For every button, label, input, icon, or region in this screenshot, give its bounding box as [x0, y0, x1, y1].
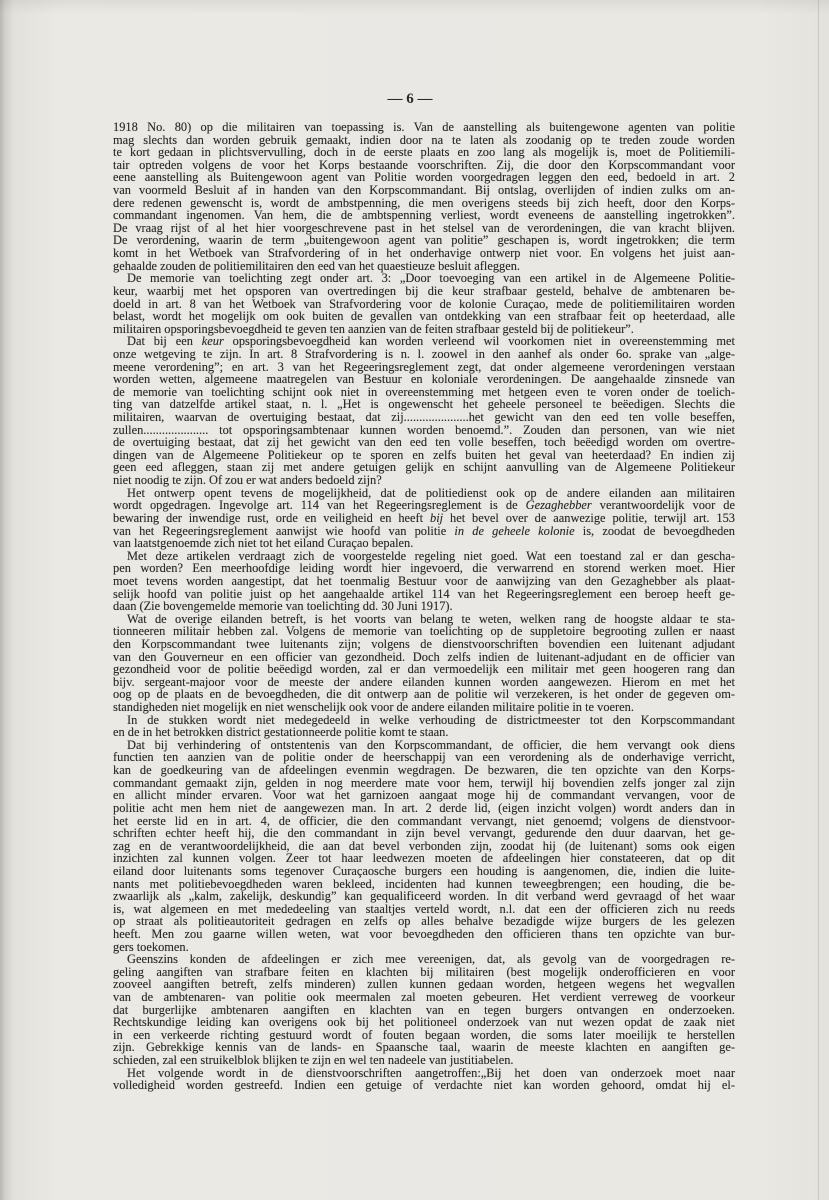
text-span: bewaring der inwendige rust, orde en veiligheid en heeft: [113, 510, 431, 525]
text-line: schriften echter heeft hij, die den commandant in zijn bevel vervangt, gedurende den duur daarvan, het ge-: [113, 826, 735, 841]
text-line: moet tevens worden aangestipt, dat het toenmalig Bestuur voor de aanwijzing van den Gezaghebber als plaat-: [113, 573, 735, 588]
text-line: militairen, waarvan de overtuiging bestaat, dat zij.....................het gewicht van den eed ten volle beseffen,: [113, 410, 735, 425]
text-line: gezondheid voor de politie beëedigd worden, zal er dan vermoedelijk een militair met geen hoogeren rang dan: [113, 662, 735, 677]
text-line: Met deze artikelen verdraagt zich de voorgestelde regeling niet goed. Wat een toestand zal er dan gescha-: [127, 548, 735, 563]
text-line: Geenszins konden de afdeelingen er zich mee vereenigen, dat, als gevolg van de voorgedragen re-: [127, 952, 735, 967]
text-line: volledigheid worden gestreefd. Indien een getuige of verdachte niet kan worden gehoord, omdat hij el-: [113, 1078, 735, 1093]
text-line: meene verordening”; en art. 3 van het Regeeringsreglement zegt, dat onder algemeene verordeningen verstaan: [113, 359, 735, 374]
italic-text: Gezaghebber: [525, 498, 592, 513]
text-line: De verordening, waarin de term „buitengewoon agent van politie” geschapen is, wordt ingetrokken; die term: [113, 233, 735, 248]
text-line: militairen opsporingsbevoegdheid te geven ten aanzien van de feiten strafbaar gesteld bij de politiekeur”.: [113, 321, 634, 336]
text-span: het bevel over de aanwezige politie, terwijl art. 153: [443, 510, 735, 525]
text-line: zullen..................... tot opsporingsambtenaar kunnen worden benoemd.”. Zouden dan personen, van wie niet: [113, 422, 735, 437]
text-line: heeft. Men zou gaarne willen weten, wat voor bevoegdheden den officieren thans ten opzichte van bur-: [113, 927, 735, 941]
text-line: Dat bij verhindering of ontstentenis van den Korpscommandant, de officier, die hem vervangt ook diens: [127, 737, 735, 752]
text-line: daan (Zie bovengemelde memorie van toelichting dd. 30 Juni 1917).: [113, 599, 453, 614]
text-line: nants met politiebevoegdheden waren bekleed, incidenten had kunnen teweegbrengen; een houding, die be-: [113, 876, 735, 891]
text-span: opsporingsbevoegdheid kan worden verleend wil voorkomen niet in overeenstemming met: [223, 334, 735, 349]
italic-text: in de geheele kolonie: [454, 523, 575, 538]
body-text: [113, 121, 735, 1092]
text-line: het eerste lid en in art. 4, de officier, die den commandant vervangt, niet genoemd; volgens de dienstvoor-: [113, 813, 735, 828]
paragraph: [113, 272, 735, 335]
text-line: mag slechts dan worden gebruik gemaakt, indien door na te laten als zoodanig op te treden zoude worden: [113, 132, 735, 147]
text-span: van het Regeeringsreglement aanwijst wie hoofd van politie: [113, 523, 455, 538]
text-line: van de ambtenaren- van politie ook meermalen zal moeten gebeuren. Het verdient verreweg de voorkeur: [113, 990, 735, 1005]
text-line: dat burgerlijke ambtenaren aangiften en klachten van en tegen burgers ontvangen en onderzoeken.: [113, 1002, 735, 1017]
text-line: schieden, zal een struikelblok blijken te zijn en wel ten nadeele van justitiabelen.: [113, 1053, 514, 1068]
text-line: kan de goedkeuring van de afdeelingen evenmin wegdragen. De bezwaren, die ten opzichte van den Korps-: [113, 763, 735, 778]
text-line: Het ontwerp opent tevens de mogelijkheid, dat de politiedienst ook op de andere eilanden aan militairen: [127, 485, 735, 500]
text-line: eiland door luitenants soms tegenover Curaçaosche burgers een houding is aangenomen, die, indien die luite-: [113, 863, 735, 878]
text-line: is, wat algemeen en met mededeeling van staaltjes verteld wordt, n.l. dat een der officieren zich nu reeds: [113, 901, 735, 916]
text-span: wordt opgedragen. Ingevolge art. 114 van het Regeeringsreglement is de: [113, 498, 526, 513]
text-line: doeld in art. 8 van het Wetboek van Strafvordering voor de kolonie Curaçao, mede de politiemilitairen worden: [113, 296, 735, 311]
text-line: standigheden niet mogelijk en niet wenschelijk ook voor de andere eilanden militaire politie in te voeren.: [113, 700, 634, 715]
text-line: niet noodig te zijn. Of zou er wat anders bedoeld zijn?: [113, 473, 382, 488]
text-line: en de in het betrokken district gestationneerde politie komt te staan.: [113, 725, 449, 740]
text-line: zijn. Gebrekkige kennis van de lands- en Spaansche taal, waarin de meeste klachten en aangiften ge-: [113, 1040, 735, 1055]
text-line: Rechtskundige leiding kan overigens ook bij het politioneel onderzoek van nut wezen opdat de zaak niet: [113, 1015, 735, 1030]
page-number: — 6 —: [387, 91, 433, 107]
paragraph: [113, 121, 735, 272]
text-line: pen worden? Een meerhoofdige leiding wordt hier ingevoerd, die verwarrend en storend werken moet. Hier: [113, 561, 735, 576]
text-line: worden wetten, algemeene maatregelen van Bestuur en koloniale verordeningen. De aangehaalde zinsnede van: [113, 372, 735, 387]
text-line: geling aangiften van strafbare feiten en klachten bij militairen (best mogelijk onderofficieren en voor: [113, 964, 735, 979]
text-line: In de stukken wordt niet medegedeeld in welke verhouding de districtmeester tot den Korpscommandant: [127, 712, 735, 727]
text-line: van den Gouverneur en een officier van gezondheid. Doch zelfs indien de luitenant-adjudant en de officier van: [113, 649, 735, 664]
text-line: dingen van de Algemeene Politiekeur op te sporen en zelfs buiten het geval van heeterdaad? En indien zij: [113, 447, 735, 462]
text-line: den Korpscommandant twee luitenants zijn; volgens de dienstvoorschriften bovendien een luitenant adjudant: [113, 636, 735, 651]
text-line: zag en de verantwoordelijkheid, die aan dat bevel verbonden zijn, zoodat hij (de luitenant) soms ook eigen: [113, 838, 735, 853]
text-line: oog op de plaats en de bevoegdheden, die dit ontwerp aan de politie wil verzekeren, is het onder de gegeven om-: [113, 687, 735, 702]
paragraph: [113, 714, 735, 739]
text-span: Dat bij een: [127, 334, 202, 349]
paragraph: [113, 739, 735, 953]
text-line: keur, waarbij met het opsporen van overtredingen bij die keur strafbaar gesteld, behalve de ambtenaren be-: [113, 283, 735, 298]
text-line: in een verkeerde richting gestuurd wordt of fouten begaan worden, die soms later moeilijk te herstellen: [113, 1027, 735, 1042]
paragraph: [113, 613, 735, 714]
text-line: de overtuiging bestaat, dat zij het gewicht van den eed ten volle beseffen, toch beëedigd worden om overtre-: [113, 435, 735, 450]
text-line: inzichten zal kunnen volgen. Zeer tot haar leedwezen moeten de afdeelingen hier constateeren, dat op dit: [113, 851, 735, 866]
text-line: tair optreden volgens de voor het Korps bestaande voorschriften. Zij, die door den Korpscommandant voor: [113, 157, 735, 172]
text-line: onze wetgeving te zijn. In art. 8 Strafvordering is n. l. zoowel in den aanhef als onder 6o. sprake van „alge-: [113, 346, 735, 361]
text-line: ting van datzelfde artikel staat, n. l. „Het is ongewenscht het geheele personeel te beëedigen. Slechts die: [113, 397, 735, 412]
text-line: te kort gedaan in plichtsvervulling, doch in de eerste plaats en zoo lang als mogelijk is, moet de Politiemili-: [113, 145, 735, 160]
text-line: tionneeren militair hebben zal. Volgens de memorie van toelichting op de suppletoire begrooting zullen er naast: [113, 624, 735, 639]
text-line: De memorie van toelichting zegt onder art. 3: „Door toevoeging van een artikel in de Algemeene Politie-: [127, 271, 735, 286]
paragraph: [113, 953, 735, 1066]
text-line: van laatstgenoemde zich niet tot het eiland Curaçao bepalen.: [113, 536, 414, 551]
text-line: commandant ingenomen. Van hem, die de ambtspenning verliest, wordt eveneens de aanstelling ingetrokken”.: [113, 208, 735, 223]
text-line: commandant gemaakt zijn, gelden in nog meerdere mate voor hem, terwijl hij bovendien zelfs jonger zal zijn: [113, 775, 735, 790]
text-span: verantwoordelijk voor de: [591, 498, 735, 513]
italic-text: bij: [430, 510, 444, 525]
text-line: komt in het Wetboek van Strafvordering of in het onderhavige ontwerp niet voor. En volgens het juist aan-: [113, 246, 735, 261]
text-line: Het volgende wordt in de dienstvoorschriften aangetroffen:„Bij het doen van onderzoek moet naar: [127, 1065, 735, 1080]
text-line: van voormeld Besluit af in handen van den Korpscommandant. Bij ontslag, overlijden of indien zulks om an-: [113, 183, 735, 198]
paragraph: [113, 335, 735, 486]
text-line: bijv. sergeant-majoor voor de meeste der andere eilanden kunnen worden aangewezen. Hierom en met het: [113, 674, 735, 689]
text-line: en allicht minder ervaren. Voor wat het garnizoen aangaat moge hij de commandant vervangen, voor de: [113, 788, 735, 803]
paragraph: [113, 487, 735, 550]
italic-text: keur: [201, 334, 224, 349]
text-span: is, zoodat de bevoegdheden: [574, 523, 735, 538]
text-line: gehaalde zouden de politiemilitairen den eed van het quaestieuze besluit afleggen.: [113, 258, 521, 273]
text-line: op straat als politieautoriteit gedragen en zelfs op alles behalve bezadigde wijze burgers de les gelezen: [113, 914, 735, 929]
text-line: zooveel aangiften betreft, zelfs minderen) zullen kunnen gedaan worden, hetgeen wegens het wegvallen: [113, 977, 735, 992]
text-line: selijk hoofd van politie juist op het aangehaalde artikel 114 van het Regeeringsreglement een beroep heeft ge-: [113, 586, 735, 601]
text-line: Wat de overige eilanden betreft, is het voorts van belang te weten, welken rang de hoogste aldaar te sta-: [127, 611, 735, 626]
text-line: eene aanstelling als Buitengewoon agent van Politie worden voorgedragen leggen den eed, bedoeld in art. 2: [113, 170, 735, 185]
text-line: dere redenen gewenscht is, wordt de ambstpenning, die men overigens steeds bij zich heeft, door den Korps-: [113, 195, 735, 210]
paragraph: [113, 1067, 735, 1092]
text-line: belast, wordt het mogelijk om ook buiten de gevallen van ontdekking van een strafbaar feit op heeterdaad, alle: [113, 309, 735, 324]
text-line: geen eed afleggen, staan zij met andere getuigen gelijk en schijnt aanvulling van de Algemeene Politiekeur: [113, 460, 735, 475]
text-line: 1918 No. 80) op die militairen van toepassing is. Van de aanstelling als buitengewone agenten van politie: [113, 120, 735, 134]
text-line: gers toekomen.: [113, 939, 189, 954]
text-line: de memorie van toelichting schijnt ook niet in overeenstemming met hetgeen even te voren onder de toelich-: [113, 384, 735, 399]
scan-edge-line: [818, 0, 819, 1200]
paragraph: [113, 550, 735, 613]
text-line: politie acht men hem niet de aangewezen man. In art. 2 derde lid, (eigen inzicht volgen) wordt anders dan in: [113, 800, 735, 815]
text-line: zwaarlijk als „kalm, zakelijk, deskundig” kan gequalificeerd worden. In dit verband werd gevraagd of het waar: [113, 889, 735, 904]
text-line: De vraag rijst of al het hier voorgeschrevene past in het stelsel van de verordeningen, die van kracht blijven.: [113, 220, 735, 235]
text-line: functien ten aanzien van de politie onder de heerschappij van een verordening als de onderhavige verricht,: [113, 750, 735, 765]
